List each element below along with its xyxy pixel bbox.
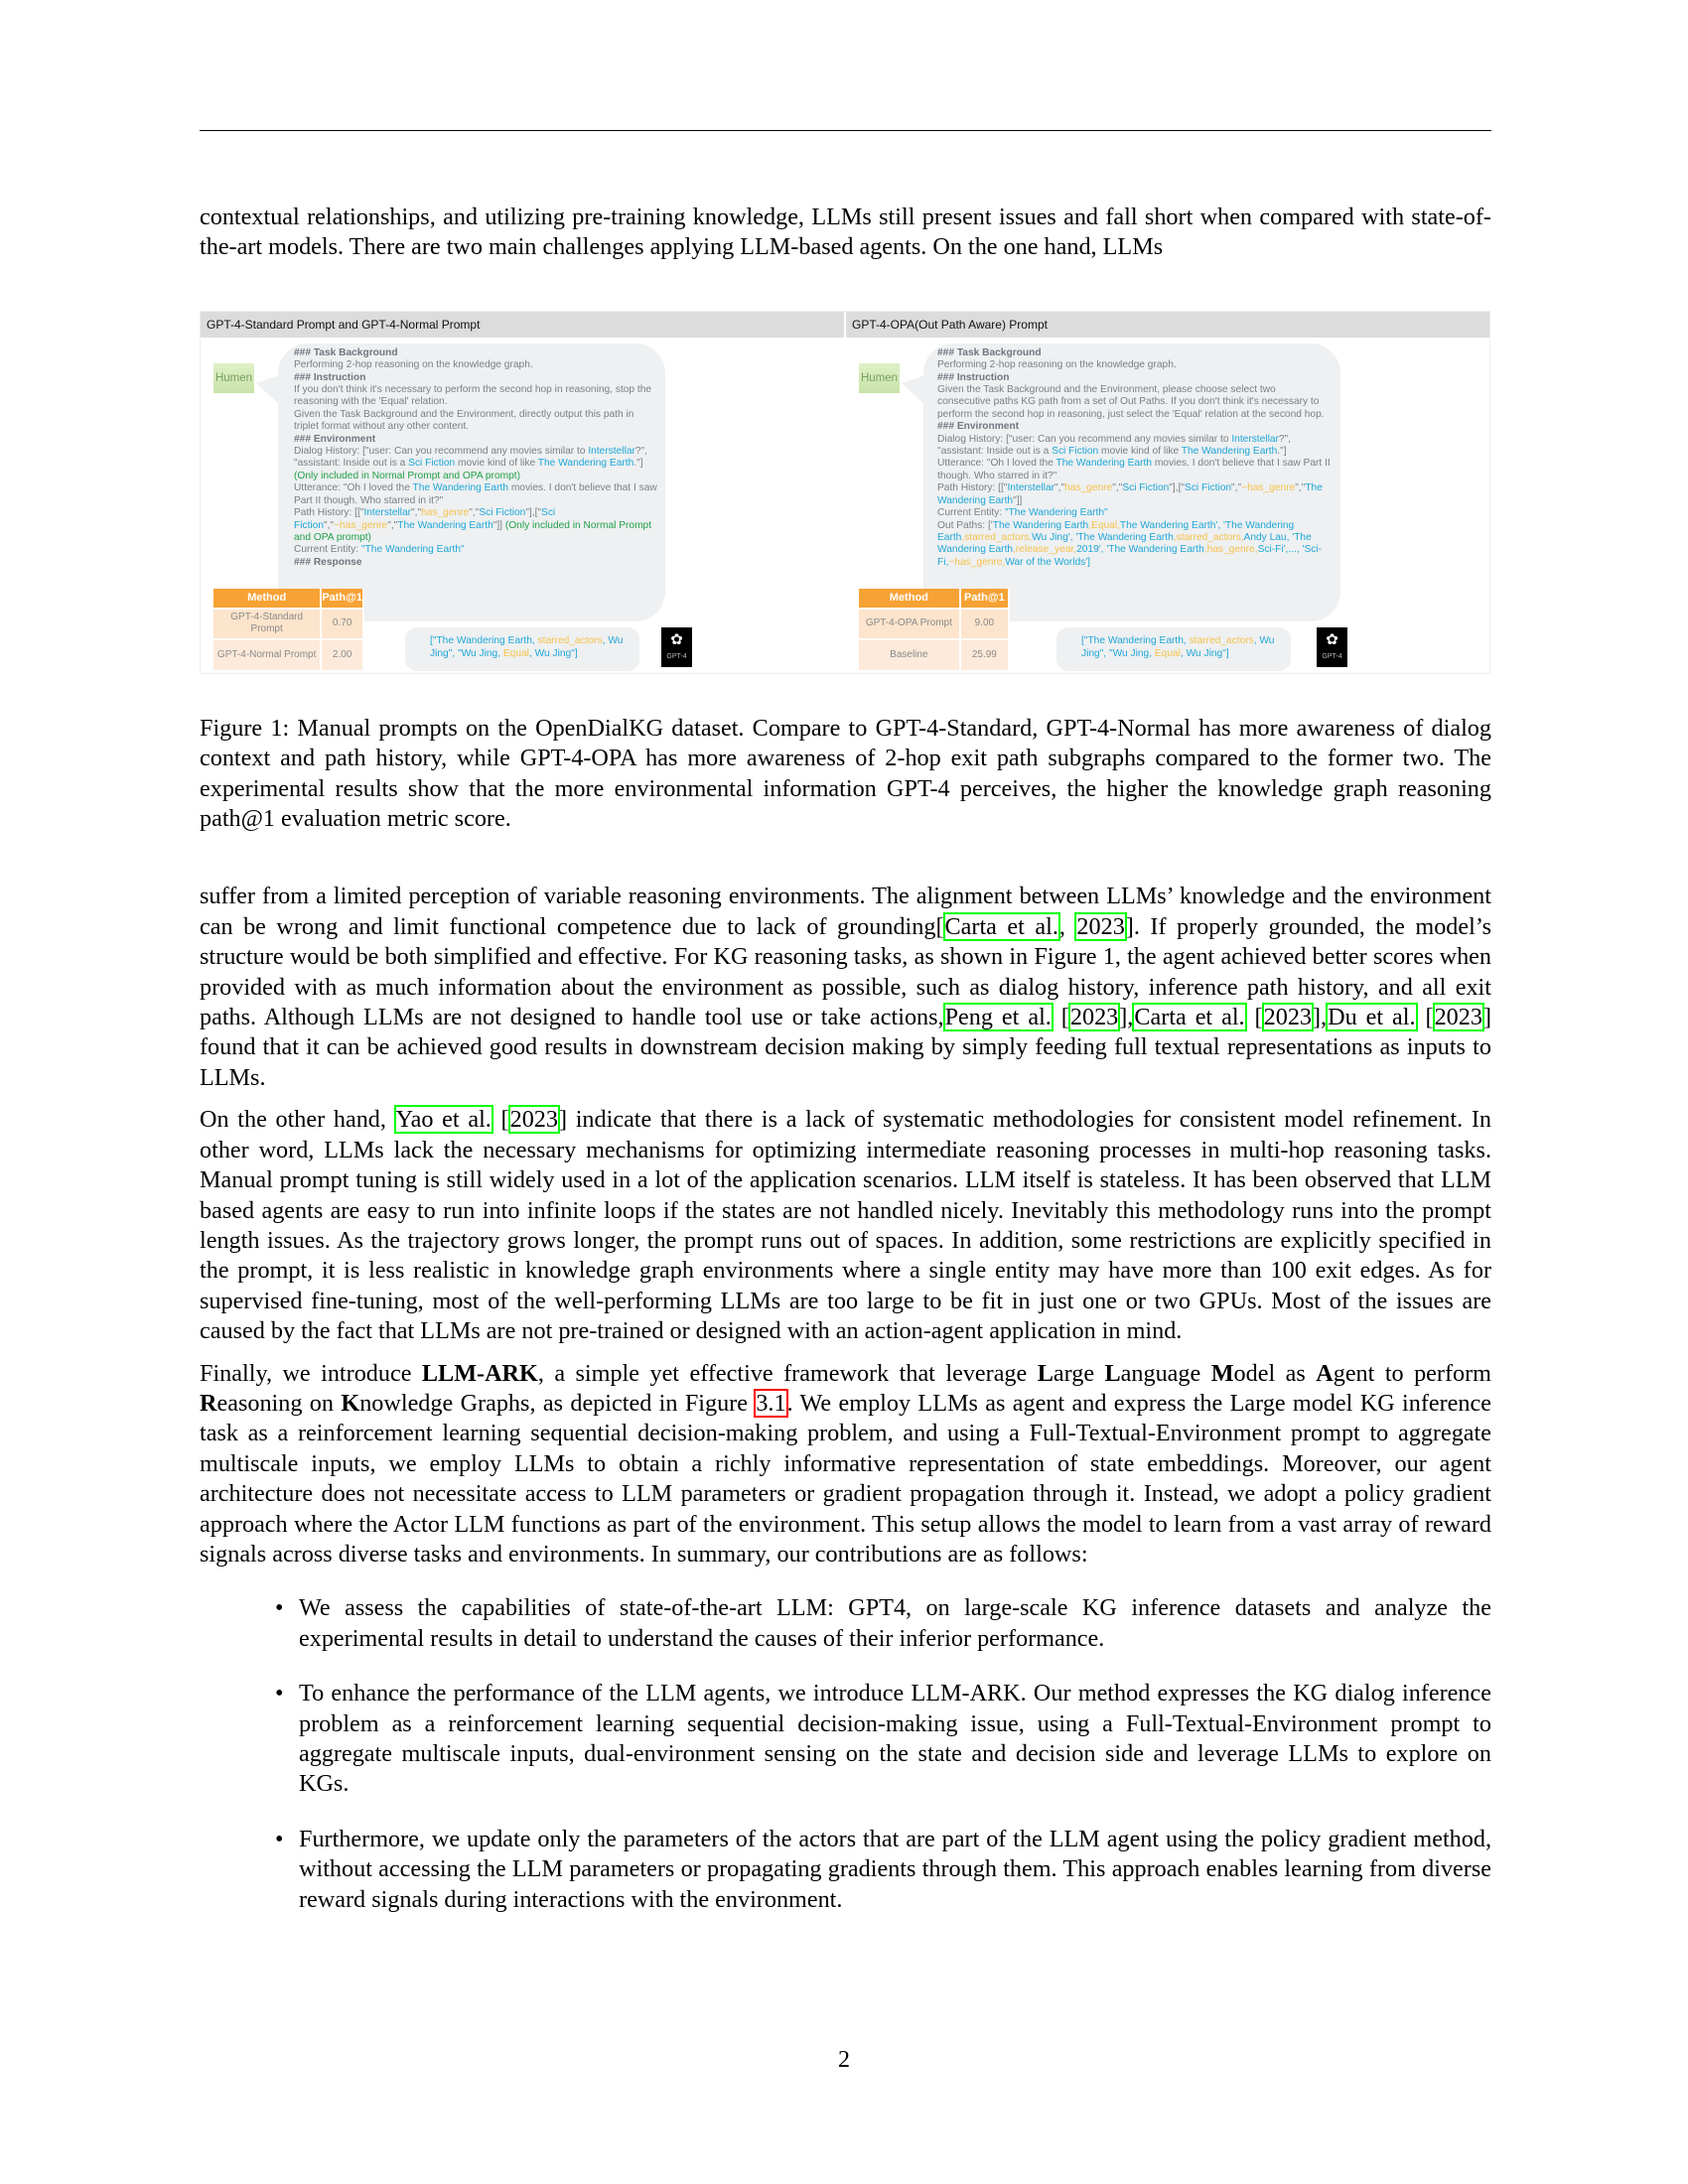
- text-run: A: [1316, 1359, 1334, 1387]
- text-run: Path History: [[": [937, 482, 1008, 494]
- paragraph-llm-ark: [200, 1359, 1491, 1570]
- text-run: Wu Jing', 'The Wandering Earth: [1032, 531, 1174, 543]
- text-run: ] indicate that there is a lack of systematic methodologies for consistent model refinement. In other word, LLMs lack the necessary mechanisms for optimizing intermediate reasoning processes in multi-hop reasoning tasks. Manual prompt tuning is still widely used in a lot of the application scenarios. LLM itself is stateless. It has been observed that LLM based agents are easy to run into infinite loops if the states are not handled nicely. Inevitably this methodology runs into the prompt length issues. As the trajectory grows longer, the prompt runs out of spaces. In addition, some restrictions are explicitly specified in the prompt, it is less realistic in knowledge graph environments where a single entity may have more than 100 exit edges. As for supervised fine-tuning, most of the well-performing LLMs are too large to be fit in just one or two GPUs. Most of the issues are caused by the fact that LLMs are not pre-trained or designed with an action-agent application in mind.: [200, 1106, 1491, 1345]
- citation-link[interactable]: 2023: [1069, 1004, 1119, 1031]
- text-run: ",": [1055, 482, 1065, 494]
- text-run: ],: [1119, 1004, 1134, 1031]
- figure-caption: [200, 714, 1491, 835]
- text-run: ."]: [633, 458, 643, 470]
- text-run: ,starred_actors,: [1173, 531, 1244, 543]
- human-label: Humen: [859, 363, 900, 393]
- col-method: Method: [859, 589, 960, 609]
- text-run: Sci-Fi',..., 'Sci-Fi,: [937, 544, 1323, 568]
- text-run: Out Paths: [': [937, 519, 993, 531]
- panel-title: GPT-4-Standard Prompt and GPT-4-Normal Prompt: [201, 312, 844, 338]
- text-run: ### Environment: [294, 433, 376, 445]
- text-run: contextual relationships, and utilizing pre-training knowledge, LLMs still present issues and fall short when compared with state-of-the-art models. There are two main challenges applying LLM-based agents. On the one hand, LLMs: [200, 204, 1491, 261]
- results-table: [213, 589, 364, 670]
- cell-score: 2.00: [321, 639, 363, 670]
- text-run: [: [1245, 1004, 1263, 1031]
- bubble-tail: [902, 375, 925, 405]
- text-run: The Wandering Earth', 'The Wandering Earth: [937, 519, 1295, 543]
- table-row: [859, 609, 1009, 639]
- text-run: R: [200, 1389, 217, 1417]
- text-run: , a simple yet effective framework that leverage: [537, 1359, 1038, 1387]
- text-run: The Wandering Earth: [537, 458, 634, 470]
- page-number: 2: [838, 2047, 850, 2073]
- text-run: Interstellar: [363, 507, 411, 519]
- bot-label: GPT-4: [1322, 652, 1342, 660]
- text-run: The Wandering Earth: [992, 519, 1089, 531]
- text-run: Performing 2-hop reasoning on the knowledge graph.: [294, 359, 533, 371]
- panel-standard-normal: [201, 312, 844, 673]
- text-run: The Wandering Earth: [412, 482, 508, 494]
- table-row: [859, 639, 1009, 670]
- cell-method: Baseline: [859, 639, 960, 670]
- bubble-tail: [256, 375, 280, 405]
- bot-label: GPT-4: [666, 652, 687, 660]
- panel-opa: [846, 312, 1489, 673]
- citation-link[interactable]: 3.1: [756, 1389, 786, 1417]
- text-run: ,has_genre,: [1203, 544, 1258, 556]
- citation-link[interactable]: 2023: [1434, 1004, 1482, 1031]
- text-run: On the other hand,: [200, 1106, 395, 1134]
- text-run: LLM-ARK: [421, 1359, 538, 1387]
- text-run: Equal: [1154, 647, 1181, 659]
- text-run: ?", "assistant: Inside out is a: [937, 433, 1292, 458]
- text-run: ~has_genre: [1241, 482, 1296, 494]
- figure-1: [200, 311, 1490, 674]
- text-run: Performing 2-hop reasoning on the knowledge graph.: [937, 359, 1177, 371]
- paragraph-grounding: [200, 882, 1491, 1093]
- text-run: The Wandering Earth: [397, 519, 493, 531]
- response-bubble: [405, 627, 639, 671]
- text-run: [: [1052, 1004, 1069, 1031]
- text-run: movies. I don't believe that I saw Part II though. Who starred in it?": [294, 482, 657, 506]
- table-row: [213, 639, 363, 670]
- text-run: ",": [1112, 482, 1123, 494]
- text-run: L: [1104, 1359, 1121, 1387]
- citation-link[interactable]: Carta et al.: [1134, 1004, 1245, 1031]
- text-run: "The Wandering Earth": [360, 544, 465, 556]
- text-run: Sci Fiction: [1052, 446, 1099, 458]
- openai-logo-icon: ✿ GPT-4: [1317, 627, 1347, 667]
- text-run: If you don't think it's necessary to perform the second hop in reasoning, stop the reasoning with the 'Equal' relation.: [294, 384, 652, 408]
- text-run: [: [1416, 1004, 1434, 1031]
- text-run: . We employ LLMs as agent and express the Large model KG inference task as a reinforcement learning sequential decision-making problem, and using a Full-Textual-Environment prompt to aggregate multiscale inputs, we employ LLMs to obtain a richly informative representation of state embeddings. Moreover, our agent architecture does not necessitate access to LLM parameters or gradient propagation through it. Instead, we adopt a policy gradient approach where the Actor LLM functions as part of the environment. This setup allows the model to learn from a vast array of reward signals across diverse tasks and environments. In summary, our contributions are as follows:: [200, 1389, 1491, 1568]
- cell-score: 9.00: [960, 609, 1009, 639]
- openai-logo-icon: ✿ GPT-4: [661, 627, 692, 667]
- text-run: easoning on: [216, 1389, 342, 1417]
- text-run: Current Entity:: [937, 507, 1005, 519]
- col-path1: Path@1: [960, 589, 1009, 609]
- text-run: , Wu Jing"]: [1180, 647, 1229, 659]
- text-run: Andy Lau, 'The Wandering Earth: [937, 531, 1312, 556]
- text-run: The Wandering Earth: [1181, 446, 1278, 458]
- cell-score: 0.70: [321, 609, 363, 639]
- text-run: ["The Wandering Earth,: [430, 634, 538, 646]
- text-run: ] found that it can be achieved good results in downstream decision making by simply feeding full textual representations as inputs to LLMs.: [200, 1004, 1491, 1091]
- text-run: ]. If properly grounded, the model’s structure would be both simplified and effective. For KG reasoning tasks, as shown in Figure 1, the agent achieved better scores when provided with as much information about the environment as possible, such as dialog history, inference path history, and all exit paths. Although LLMs are not designed to handle tool use or take actions,: [200, 912, 1491, 1031]
- text-run: ."]: [1277, 446, 1287, 458]
- citation-link[interactable]: Carta et al.: [944, 912, 1058, 940]
- text-run: has_genre: [1064, 482, 1113, 494]
- text-run: Utterance: "Oh I loved the: [294, 482, 413, 494]
- text-run: L: [1037, 1359, 1054, 1387]
- text-run: arge: [1053, 1359, 1105, 1387]
- text-run: movie kind of like: [1098, 446, 1182, 458]
- text-run: ,Equal,: [1088, 519, 1120, 531]
- text-run: Interstellar: [588, 446, 635, 458]
- text-run: Interstellar: [1231, 433, 1279, 445]
- text-run: ~has_genre,: [948, 556, 1006, 568]
- text-run: Dialog History: ["user: Can you recommend any movies similar to: [294, 446, 589, 458]
- text-run: ### Task Background: [937, 346, 1042, 358]
- text-run: ### Environment: [937, 421, 1020, 433]
- text-run: Figure 1: Manual prompts on the OpenDialKG dataset. Compare to GPT-4-Standard, GPT-4-Normal has more awareness of dialog context and path history, while GPT-4-OPA has more awareness of 2-hop exit path subgraphs compared to the former two. The experimental results show that the more environmental information GPT-4 perceives, the higher the knowledge graph reasoning path@1 evaluation metric score.: [200, 714, 1491, 833]
- text-run: starred_actors: [1189, 634, 1254, 646]
- text-run: ### Instruction: [294, 371, 366, 383]
- citation-link[interactable]: Du et al.: [1328, 1004, 1416, 1031]
- text-run: ",": [1231, 482, 1242, 494]
- text-run: "The Wandering Earth": [1004, 507, 1108, 519]
- text-run: War of the Worlds']: [1005, 556, 1090, 568]
- text-run: Path History: [[": [294, 507, 364, 519]
- text-run: ",": [387, 519, 398, 531]
- text-run: ,release_year,: [1013, 544, 1077, 556]
- text-run: M: [1210, 1359, 1234, 1387]
- citation-link[interactable]: Yao et al.: [395, 1106, 492, 1134]
- text-run: ~has_genre: [334, 519, 388, 531]
- text-run: (Only included in Normal Prompt and OPA prompt): [294, 519, 652, 543]
- text-run: movies. I don't believe that I saw Part II though. Who starred in it?": [937, 458, 1331, 481]
- list-item: • We assess the capabilities of state-of-the-art LLM: GPT4, on large-scale KG inference datasets and analyze the experimental results in detail to understand the causes of their inferior performance.: [299, 1593, 1491, 1654]
- panel-title: GPT-4-OPA(Out Path Aware) Prompt: [846, 312, 1489, 338]
- text-run: Finally, we introduce: [200, 1359, 422, 1387]
- text-run: The Wandering Earth: [1055, 458, 1152, 470]
- text-run: ",": [469, 507, 480, 519]
- text-run: Interstellar: [1007, 482, 1055, 494]
- cell-method: GPT-4-OPA Prompt: [859, 609, 960, 639]
- text-run: , Wu Jing", "Wu Jing,: [430, 634, 624, 659]
- contributions-list: [200, 1593, 1491, 1915]
- text-run: Current Entity:: [294, 544, 361, 556]
- prompt-text: [937, 347, 1331, 569]
- text-run: ### Task Background: [294, 346, 398, 358]
- text-run: nowledge Graphs, as depicted in Figure: [359, 1389, 756, 1417]
- cell-method: GPT-4-Standard Prompt: [213, 609, 321, 639]
- col-method: Method: [213, 589, 321, 609]
- table-row: [213, 609, 363, 639]
- text-run: movie kind of like: [455, 458, 538, 470]
- col-path1: Path@1: [321, 589, 363, 609]
- text-run: [: [492, 1106, 509, 1134]
- header-rule: [200, 130, 1491, 131]
- prompt-text: [294, 347, 659, 569]
- citation-link[interactable]: Peng et al.: [944, 1004, 1052, 1031]
- text-run: Utterance: "Oh I loved the: [937, 458, 1056, 470]
- text-run: Sci Fiction: [1185, 482, 1232, 494]
- text-run: "],[": [525, 507, 542, 519]
- text-run: K: [341, 1389, 360, 1417]
- text-run: ?", "assistant: Inside out is a: [294, 446, 648, 470]
- text-run: ",": [324, 519, 335, 531]
- citation-link[interactable]: 2023: [509, 1106, 558, 1134]
- text-run: Given the Task Background and the Environment, directly output this path in triplet format without any other content.: [294, 408, 634, 433]
- page-body: [200, 203, 1491, 1940]
- citation-link[interactable]: 2023: [1076, 912, 1125, 940]
- text-run: Equal: [502, 647, 529, 659]
- text-run: suffer from a limited perception of variable reasoning environments. The alignment between LLMs’ knowledge and the environment can be wrong and limit functional competence due to lack of grounding[: [200, 883, 1491, 940]
- text-run: Sci Fiction: [294, 507, 556, 531]
- text-run: odel as: [1233, 1359, 1317, 1387]
- text-run: gent to perform: [1333, 1359, 1491, 1387]
- text-run: ",": [1295, 482, 1306, 494]
- cell-score: 25.99: [960, 639, 1009, 670]
- intro-paragraph: [200, 203, 1491, 263]
- text-run: Sci Fiction: [479, 507, 526, 519]
- text-run: (Only included in Normal Prompt and OPA prompt): [294, 470, 520, 481]
- list-item: • Furthermore, we update only the parameters of the actors that are part of the LLM agent using the policy gradient method, without accessing the LLM parameters or propagating gradients through them. This approach enables learning from diverse reward signals during interactions with the environment.: [299, 1825, 1491, 1915]
- text-run: has_genre: [421, 507, 470, 519]
- text-run: , Wu Jing"]: [528, 647, 578, 659]
- text-run: Sci Fiction: [1122, 482, 1170, 494]
- citation-link[interactable]: 2023: [1263, 1004, 1312, 1031]
- text-run: Given the Task Background and the Environment, please choose select two consecutive paths KG path from a set of Out Paths. If you don't think it's necessary to perform the second hop in reasoning, just select the 'Equal' relation at the second hop.: [937, 384, 1325, 420]
- results-table: [859, 589, 1010, 670]
- text-run: , Wu Jing", "Wu Jing,: [1081, 634, 1275, 659]
- text-run: Dialog History: ["user: Can you recommend any movies similar to: [937, 433, 1232, 445]
- text-run: anguage: [1120, 1359, 1211, 1387]
- text-run: 2019', 'The Wandering Earth: [1076, 544, 1204, 556]
- text-run: ,: [1058, 912, 1076, 940]
- text-run: ### Response: [294, 556, 362, 568]
- paragraph-refinement: [200, 1105, 1491, 1346]
- text-run: The Wandering Earth: [937, 482, 1323, 506]
- text-run: ],: [1313, 1004, 1328, 1031]
- text-run: ["The Wandering Earth,: [1081, 634, 1190, 646]
- text-run: ### Instruction: [937, 371, 1010, 383]
- text-run: Sci Fiction: [408, 458, 456, 470]
- text-run: ",": [411, 507, 422, 519]
- text-run: ,starred_actors,: [961, 531, 1033, 543]
- response-bubble: [1056, 627, 1291, 671]
- text-run: starred_actors: [537, 634, 603, 646]
- text-run: "]]: [1013, 494, 1023, 506]
- cell-method: GPT-4-Normal Prompt: [213, 639, 321, 670]
- text-run: "],[": [1169, 482, 1186, 494]
- text-run: "]]: [492, 519, 505, 531]
- human-label: Humen: [213, 363, 254, 393]
- list-item: • To enhance the performance of the LLM agents, we introduce LLM-ARK. Our method expresses the KG dialog inference problem as a reinforcement learning sequential decision-making issue, using a Full-Textual-Environment prompt to aggregate multiscale inputs, dual-environment sensing on the state and decision side and leverage LLMs to explore on KGs.: [299, 1679, 1491, 1800]
